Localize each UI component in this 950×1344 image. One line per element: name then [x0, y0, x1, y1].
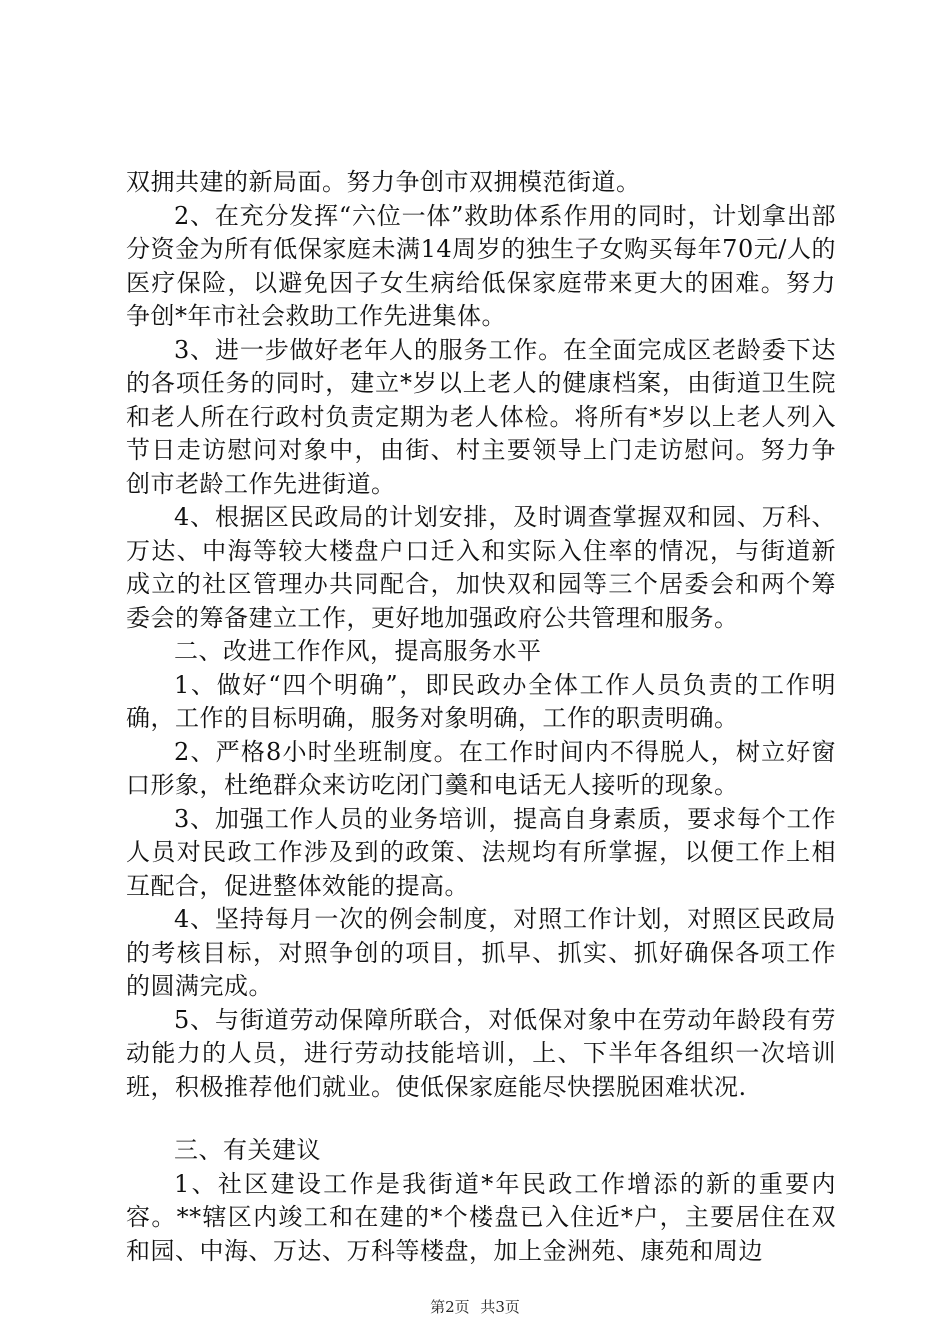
- section-heading-2: 二、改进工作作风，提高服务水平: [174, 637, 542, 665]
- paragraph-item-4: 4、根据区民政局的计划安排，及时调查掌握双和园、万科、万达、中海等较大楼盘户口迁入和实际入住率的情况，与街道新成立的社区管理办共同配合，加快双和园等三个居委会和两个筹委会的筹备建立工作，更好地加强政府公共管理和服务。: [126, 503, 836, 632]
- document-body: [126, 166, 836, 1268]
- paragraph-section2-item-3: 3、加强工作人员的业务培训，提高自身素质，要求每个工作人员对民政工作涉及到的政策、法规均有所掌握，以便工作上相互配合，促进整体效能的提高。: [126, 804, 836, 900]
- section-heading-3: 三、有关建议: [174, 1136, 321, 1164]
- paragraph-section2-item-1: 1、做好“四个明确”，即民政办全体工作人员负责的工作明确，工作的目标明确，服务对象明确，工作的职责明确。: [126, 670, 836, 732]
- paragraph-item-3: 3、进一步做好老年人的服务工作。在全面完成区老龄委下达的各项任务的同时，建立*岁以上老人的健康档案，由街道卫生院和老人所在行政村负责定期为老人体检。将所有*岁以上老人列入节日走访慰问对象中，由街、村主要领导上门走访慰问。努力争创市老龄工作先进街道。: [126, 335, 836, 498]
- paragraph-item-2: 2、在充分发挥“六位一体”救助体系作用的同时，计划拿出部分资金为所有低保家庭未满14周岁的独生子女购买每年70元/人的医疗保险，以避免因子女生病给低保家庭带来更大的困难。努力争创*年市社会救助工作先进集体。: [126, 201, 836, 330]
- page-total: 共3页: [480, 1298, 520, 1316]
- paragraph-continuation: 双拥共建的新局面。努力争创市双拥模范街道。: [126, 168, 641, 196]
- paragraph-section2-item-2: 2、严格8小时坐班制度。在工作时间内不得脱人，树立好窗口形象，杜绝群众来访吃闭门羹和电话无人接听的现象。: [126, 737, 836, 799]
- paragraph-section2-item-4: 4、坚持每月一次的例会制度，对照工作计划，对照区民政局的考核目标，对照争创的项目，抓早、抓实、抓好确保各项工作的圆满完成。: [126, 905, 836, 1000]
- paragraph-section2-item-5: 5、与街道劳动保障所联合，对低保对象中在劳动年龄段有劳动能力的人员，进行劳动技能培训，上、下半年各组织一次培训班，积极推荐他们就业。使低保家庭能尽快摆脱困难状况.: [126, 1005, 836, 1101]
- paragraph-section3-item-1: 1、社区建设工作是我街道*年民政工作增添的新的重要内容。**辖区内竣工和在建的*个楼盘已入住近*户，主要居住在双和园、中海、万达、万科等楼盘，加上金洲苑、康苑和周边: [126, 1169, 836, 1265]
- page-number: 第2页: [430, 1298, 470, 1316]
- page-footer: [0, 1296, 950, 1317]
